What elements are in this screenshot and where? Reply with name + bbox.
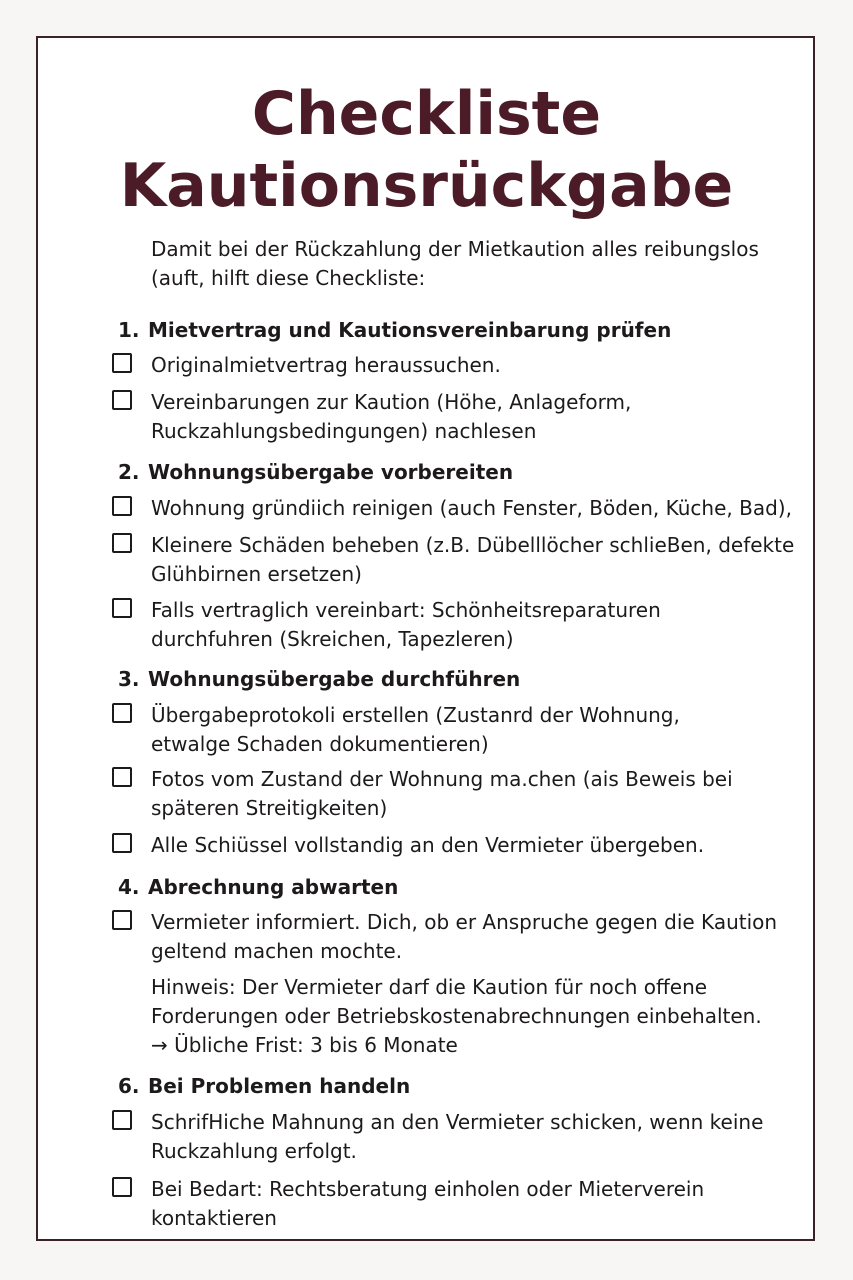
item-text: SchrifHiche Mahnung an den Vermieter schicken, wenn keine Ruckzahlung erfolgt.: [151, 1110, 764, 1163]
section-heading-6: [118, 1072, 410, 1100]
item-text: Bei Bedart: Rechtsberatung einholen oder Mieterverein kontaktieren: [151, 1177, 705, 1230]
section-heading-2: [118, 458, 513, 486]
item-text: Alle Schiüssel vollstandig an den Vermieter übergeben.: [151, 833, 705, 857]
title-line-1: Checkliste: [251, 79, 602, 149]
section-title: Wohnungsübergabe vorbereiten: [148, 460, 514, 484]
note-text: [151, 973, 811, 1060]
section-number: 6.: [118, 1074, 140, 1098]
section-heading-4: [118, 873, 398, 901]
page-title: [0, 78, 853, 222]
title-line-2: Kautionsrückgabe: [119, 151, 734, 221]
item-text: Originalmietvertrag heraussuchen.: [151, 353, 501, 377]
note-line-1: Hinweis: Der Vermieter darf die Kaution für noch offene: [151, 975, 708, 999]
item-text: Vereinbarungen zur Kaution (Höhe, Anlageform, Ruckzahlungsbedingungen) nachlesen: [151, 390, 632, 443]
section-title: Wohnungsübergabe durchführen: [148, 667, 521, 691]
checkbox[interactable]: [112, 833, 132, 853]
section-heading-3: [118, 665, 520, 693]
section-number: 4.: [118, 875, 140, 899]
checkbox[interactable]: [112, 390, 132, 410]
item-text: Fotos vom Zustand der Wohnung ma.chen (ais Beweis bei späteren Streitigkeiten): [151, 767, 733, 820]
checkbox[interactable]: [112, 767, 132, 787]
checkbox[interactable]: [112, 496, 132, 516]
section-title: Abrechnung abwarten: [148, 875, 399, 899]
item-text: Vermieter informiert. Dich, ob er Anspruche gegen die Kaution geltend machen mochte.: [151, 910, 778, 963]
checkbox[interactable]: [112, 703, 132, 723]
note-line-2: Forderungen oder Betriebskostenabrechnungen einbehalten.: [151, 1004, 762, 1028]
checkbox[interactable]: [112, 1110, 132, 1130]
item-text: Übergabeprotokoli erstellen (Zustanrd der Wohnung, etwalge Schaden dokumentieren): [151, 703, 680, 756]
section-number: 2.: [118, 460, 140, 484]
item-text: Wohnung gründiich reinigen (auch Fenster, Böden, Küche, Bad),: [151, 496, 792, 520]
section-title: Mietvertrag und Kautionsvereinbarung prüfen: [148, 318, 672, 342]
section-number: 3.: [118, 667, 140, 691]
section-heading-1: [118, 316, 671, 344]
checkbox[interactable]: [112, 533, 132, 553]
item-text: Kleinere Schäden beheben (z.B. Dübelllöcher schlieBen, defekte Glühbirnen ersetzen): [151, 533, 795, 586]
note-line-3: → Übliche Frist: 3 bis 6 Monate: [151, 1033, 458, 1057]
section-title: Bei Problemen handeln: [148, 1074, 411, 1098]
item-text: Falls vertraglich vereinbart: Schönheitsreparaturen durchfuhren (Skreichen, Tapezleren): [151, 598, 661, 651]
section-number: 1.: [118, 318, 140, 342]
intro-text: Damit bei der Rückzahlung der Mietkaution alles reibungslos (auft, hilft diese Checkliste:: [151, 237, 759, 290]
checkbox[interactable]: [112, 598, 132, 618]
checkbox[interactable]: [112, 353, 132, 373]
checkbox[interactable]: [112, 910, 132, 930]
checkbox[interactable]: [112, 1177, 132, 1197]
